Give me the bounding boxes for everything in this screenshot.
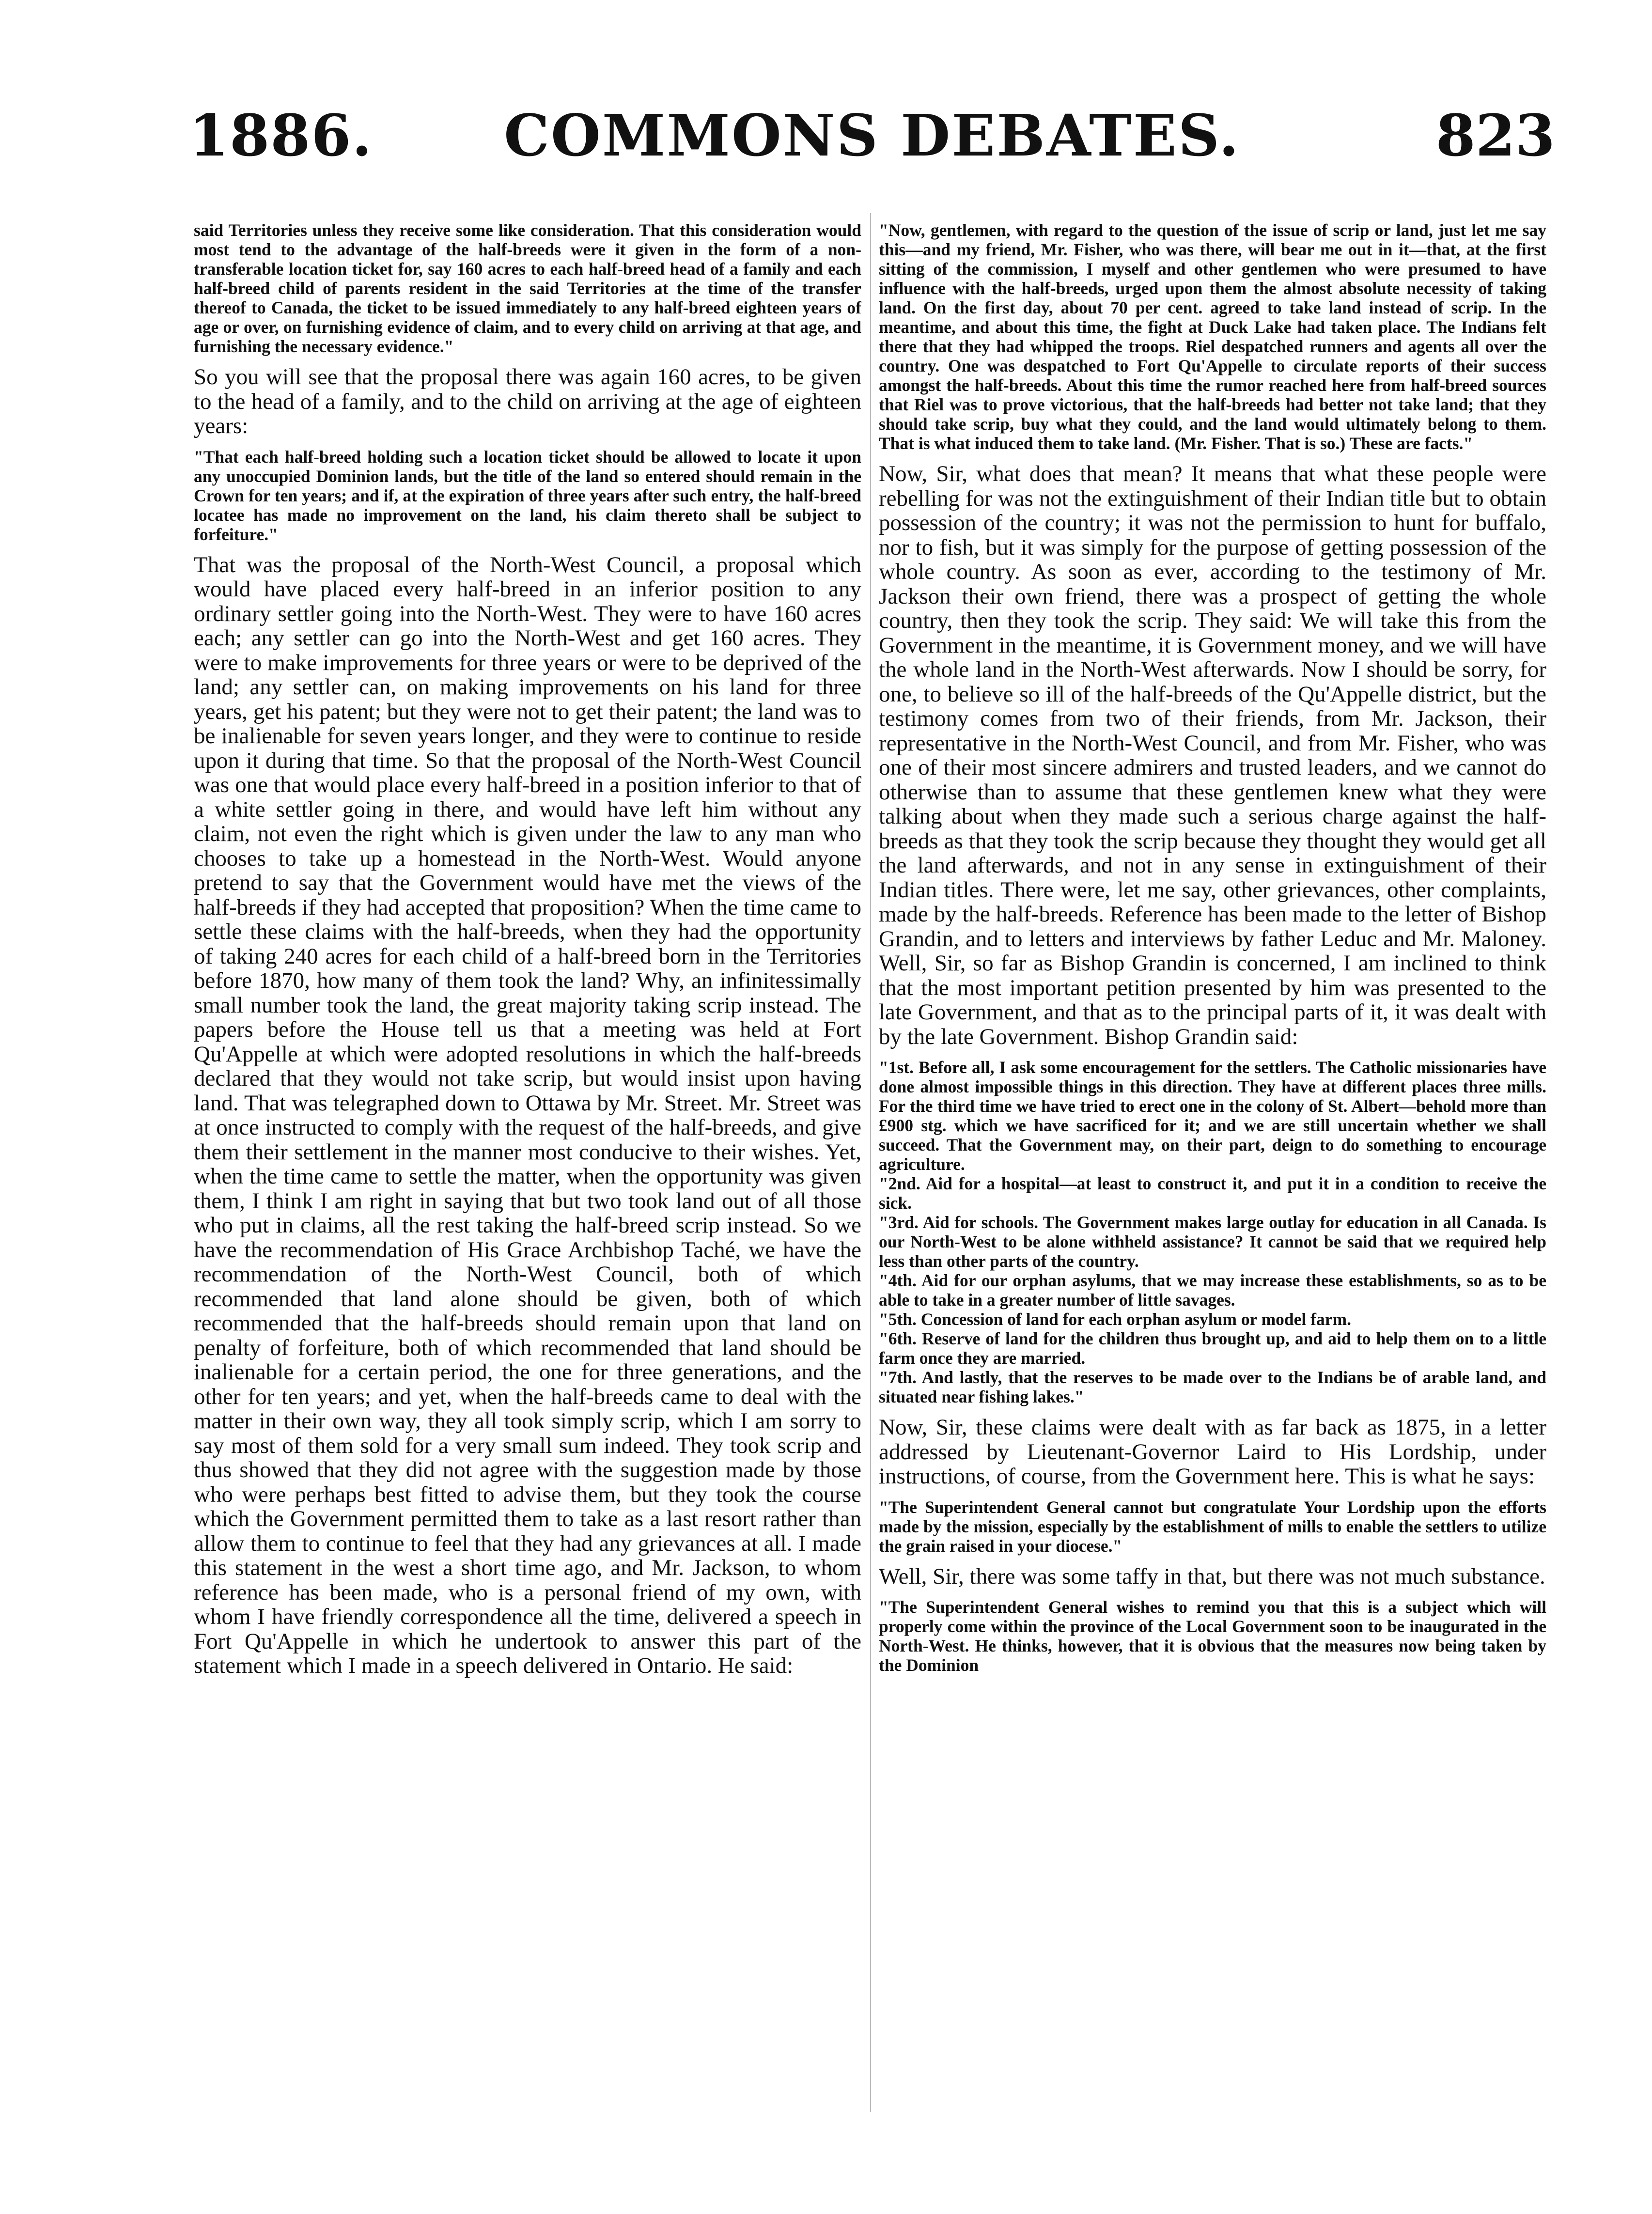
petition-item: "4th. Aid for our orphan asylums, that we may increase these establishments, so as to be able to take in a greater number of little savages. bbox=[879, 1271, 1546, 1310]
quote-block: "The Superintendent General cannot but congratulate Your Lordship upon the efforts made by the mission, especially by the establishment of mills to enable the settlers to utilize the grain raised in your diocese." bbox=[879, 1497, 1546, 1556]
header-page-number: 823 bbox=[1435, 102, 1555, 169]
quote-block: "Now, gentlemen, with regard to the question of the issue of scrip or land, just let me say this—and my friend, Mr. Fisher, who was there, will bear me out in it—that, at the first sitting of the commission, I myself and other gentlemen who were presumed to have influence with the half-breeds, urged upon them the almost absolute necessity of taking land. On the first day, about 70 per cent. agreed to take land instead of scrip. In the meantime, and about this time, the fight at Duck Lake had taken place. The Indians felt there that they had whipped the troops. Riel despatched runners and agents all over the country. One was despatched to Fort Qu'Appelle to circulate reports of their success amongst the half-breeds. About this time the rumor reached here from half-breed sources that Riel was to prove victorious, that the half-breeds had better not take land; that they should take scrip, buy what they could, and the land would ultimately belong to them. That is what induced them to take land. (Mr. Fisher. That is so.) These are facts." bbox=[879, 220, 1546, 453]
petition-item: "6th. Reserve of land for the children thus brought up, and aid to help them on to a little farm once they are married. bbox=[879, 1329, 1546, 1368]
page-header bbox=[189, 102, 1555, 179]
header-year: 1886. bbox=[189, 102, 373, 169]
header-title: COMMONS DEBATES. bbox=[504, 102, 1240, 169]
column-divider bbox=[870, 213, 871, 2112]
body-paragraph: That was the proposal of the North-West Council, a proposal which would have placed every half-breed in an inferior position to any ordinary settler going into the North-West. They were to have 160 acres each; any settler can go into the North-West and get 160 acres. They were to make improvements for three years or were to be deprived of the land; any settler can, on making improvements on his land for three years, get his patent; but they were not to get their patent; the land was to be inalienable for seven years longer, and they were to continue to reside upon it during that time. So that the proposal of the North-West Council was one that would place every half-breed in a position inferior to that of a white settler going in there, and would have left him without any claim, not even the right which is given under the law to any man who chooses to take up a homestead in the North-West. Would anyone pretend to say that the Government would have met the views of the half-breeds if they had accepted that proposition? When the time came to settle these claims with the half-breeds, when they had the opportunity of taking 240 acres for each child of a half-breed born in the Territories before 1870, how many of them took the land? Why, an infinitessimally small number took the land, the great majority taking scrip instead. The papers before the House tell us that a meeting was held at Fort Qu'Appelle at which were adopted resolutions in which the half-breeds declared that they would not take scrip, but would insist upon having land. That was telegraphed down to Ottawa by Mr. Street. Mr. Street was at once instructed to comply with the request of the half-breeds, and give them their settlement in the manner most conducive to their wishes. Yet, when the time came to settle the matter, when the opportunity was given them, I think I am right in saying that but two took land out of all those who put in claims, all the rest taking the half-breed scrip instead. So we have the recommendation of His Grace Archbishop Taché, we have the recommendation of the North-West Council, both of which recommended that land alone should be given, both of which recommended that the half-breeds should remain upon that land on penalty of forfeiture, both of which recommended that land should be inalienable for a certain period, the one for three generations, and the other for ten years; and yet, when the half-breeds came to deal with the matter in their own way, they all took simply scrip, which I am sorry to say most of them sold for a very small sum indeed. They took scrip and thus showed that they did not agree with the suggestion made by those who were perhaps best fitted to advise them, but they took the course which the Government permitted them to take as a last resort rather than allow them to continue to feel that they had any grievances at all. I made this statement in the west a short time ago, and Mr. Jackson, to whom reference has been made, who is a personal friend of my own, with whom I have friendly correspondence all the time, delivered a speech in Fort Qu'Appelle in which he undertook to answer this part of the statement which I made in a speech delivered in Ontario. He said: bbox=[194, 552, 861, 1678]
petition-item: "1st. Before all, I ask some encouragement for the settlers. The Catholic missionaries have done almost impossible things in this direction. They have at different places three mills. For the third time we have tried to erect one in the colony of St. Albert—behold more than £900 stg. which we have sacrificed for it; and we are still uncertain whether we shall succeed. That the Government may, on their part, deign to do something to encourage agriculture. bbox=[879, 1058, 1546, 1174]
quote-block: "That each half-breed holding such a location ticket should be allowed to locate it upon any unoccupied Dominion lands, but the title of the land so entered should remain in the Crown for ten years; and if, at the expiration of three years after such entry, the half-breed locatee has made no improvement on the land, his claim thereto shall be subject to forfeiture." bbox=[194, 447, 861, 544]
petition-item: "3rd. Aid for schools. The Government makes large outlay for education in all Canada. Is our North-West to be alone withheld assistance? It cannot be said that we required help less than other parts of the country. bbox=[879, 1213, 1546, 1271]
quote-block: "The Superintendent General wishes to remind you that this is a subject which will properly come within the province of the Local Government soon to be inaugurated in the North-West. He thinks, however, that it is obvious that the measures now being taken by the Dominion bbox=[879, 1597, 1546, 1675]
right-column bbox=[879, 220, 1546, 2110]
body-paragraph: Now, Sir, these claims were dealt with as far back as 1875, in a letter addressed by Lieutenant-Governor Laird to His Lordship, under instructions, of course, from the Government here. This is what he says: bbox=[879, 1415, 1546, 1489]
left-column bbox=[194, 220, 861, 2110]
petition-item: "7th. And lastly, that the reserves to be made over to the Indians be of arable land, and situated near fishing lakes." bbox=[879, 1368, 1546, 1406]
petition-quote-block bbox=[879, 1058, 1546, 1406]
body-paragraph: So you will see that the proposal there was again 160 acres, to be given to the head of a family, and to the child on arriving at the age of eighteen years: bbox=[194, 364, 861, 438]
petition-item: "5th. Concession of land for each orphan asylum or model farm. bbox=[879, 1310, 1351, 1329]
body-paragraph: Now, Sir, what does that mean? It means that what these people were rebelling for was not the extinguishment of their Indian title but to obtain possession of the country; it was not the permission to hunt for buffalo, nor to fish, but it was simply for the purpose of getting possession of the whole country. As soon as ever, according to the testimony of Mr. Jackson their own friend, there was a prospect of getting the whole country, then they took the scrip. They said: We will take this from the Government in the meantime, it is Government money, and we will have the whole land in the North-West afterwards. Now I should be sorry, for one, to believe so ill of the half-breeds of the Qu'Appelle district, but the testimony comes from two of their friends, from Mr. Jackson, their representative in the North-West Council, and from Mr. Fisher, who was one of their most sincere admirers and trusted leaders, and we cannot do otherwise than to assume that these gentlemen knew what they were talking about when they made such a serious charge against the half-breeds as that they took the scrip because they thought they would get all the land afterwards, and not in any sense in extinguishment of their Indian titles. There were, let me say, other grievances, other complaints, made by the half-breeds. Reference has been made to the letter of Bishop Grandin, and to letters and interviews by father Leduc and Mr. Maloney. Well, Sir, so far as Bishop Grandin is concerned, I am inclined to think that the most important petition presented by him was presented to the late Government, and that as to the principal parts of it, it was dealt with by the late Government. Bishop Grandin said: bbox=[879, 461, 1546, 1049]
quote-block: said Territories unless they receive some like consideration. That this consideration would most tend to the advantage of the half-breeds were it given in the form of a non-transferable location ticket for, say 160 acres to each half-breed head of a family and each half-breed child of parents resident in the said Territories at the time of the transfer thereof to Canada, the ticket to be issued immediately to any half-breed eighteen years of age or over, on furnishing evidence of claim, and to every child on arriving at that age, and furnishing the necessary evidence." bbox=[194, 220, 861, 356]
petition-item: "2nd. Aid for a hospital—at least to construct it, and put it in a condition to receive the sick. bbox=[879, 1174, 1546, 1213]
body-paragraph: Well, Sir, there was some taffy in that, but there was not much substance. bbox=[879, 1563, 1545, 1589]
